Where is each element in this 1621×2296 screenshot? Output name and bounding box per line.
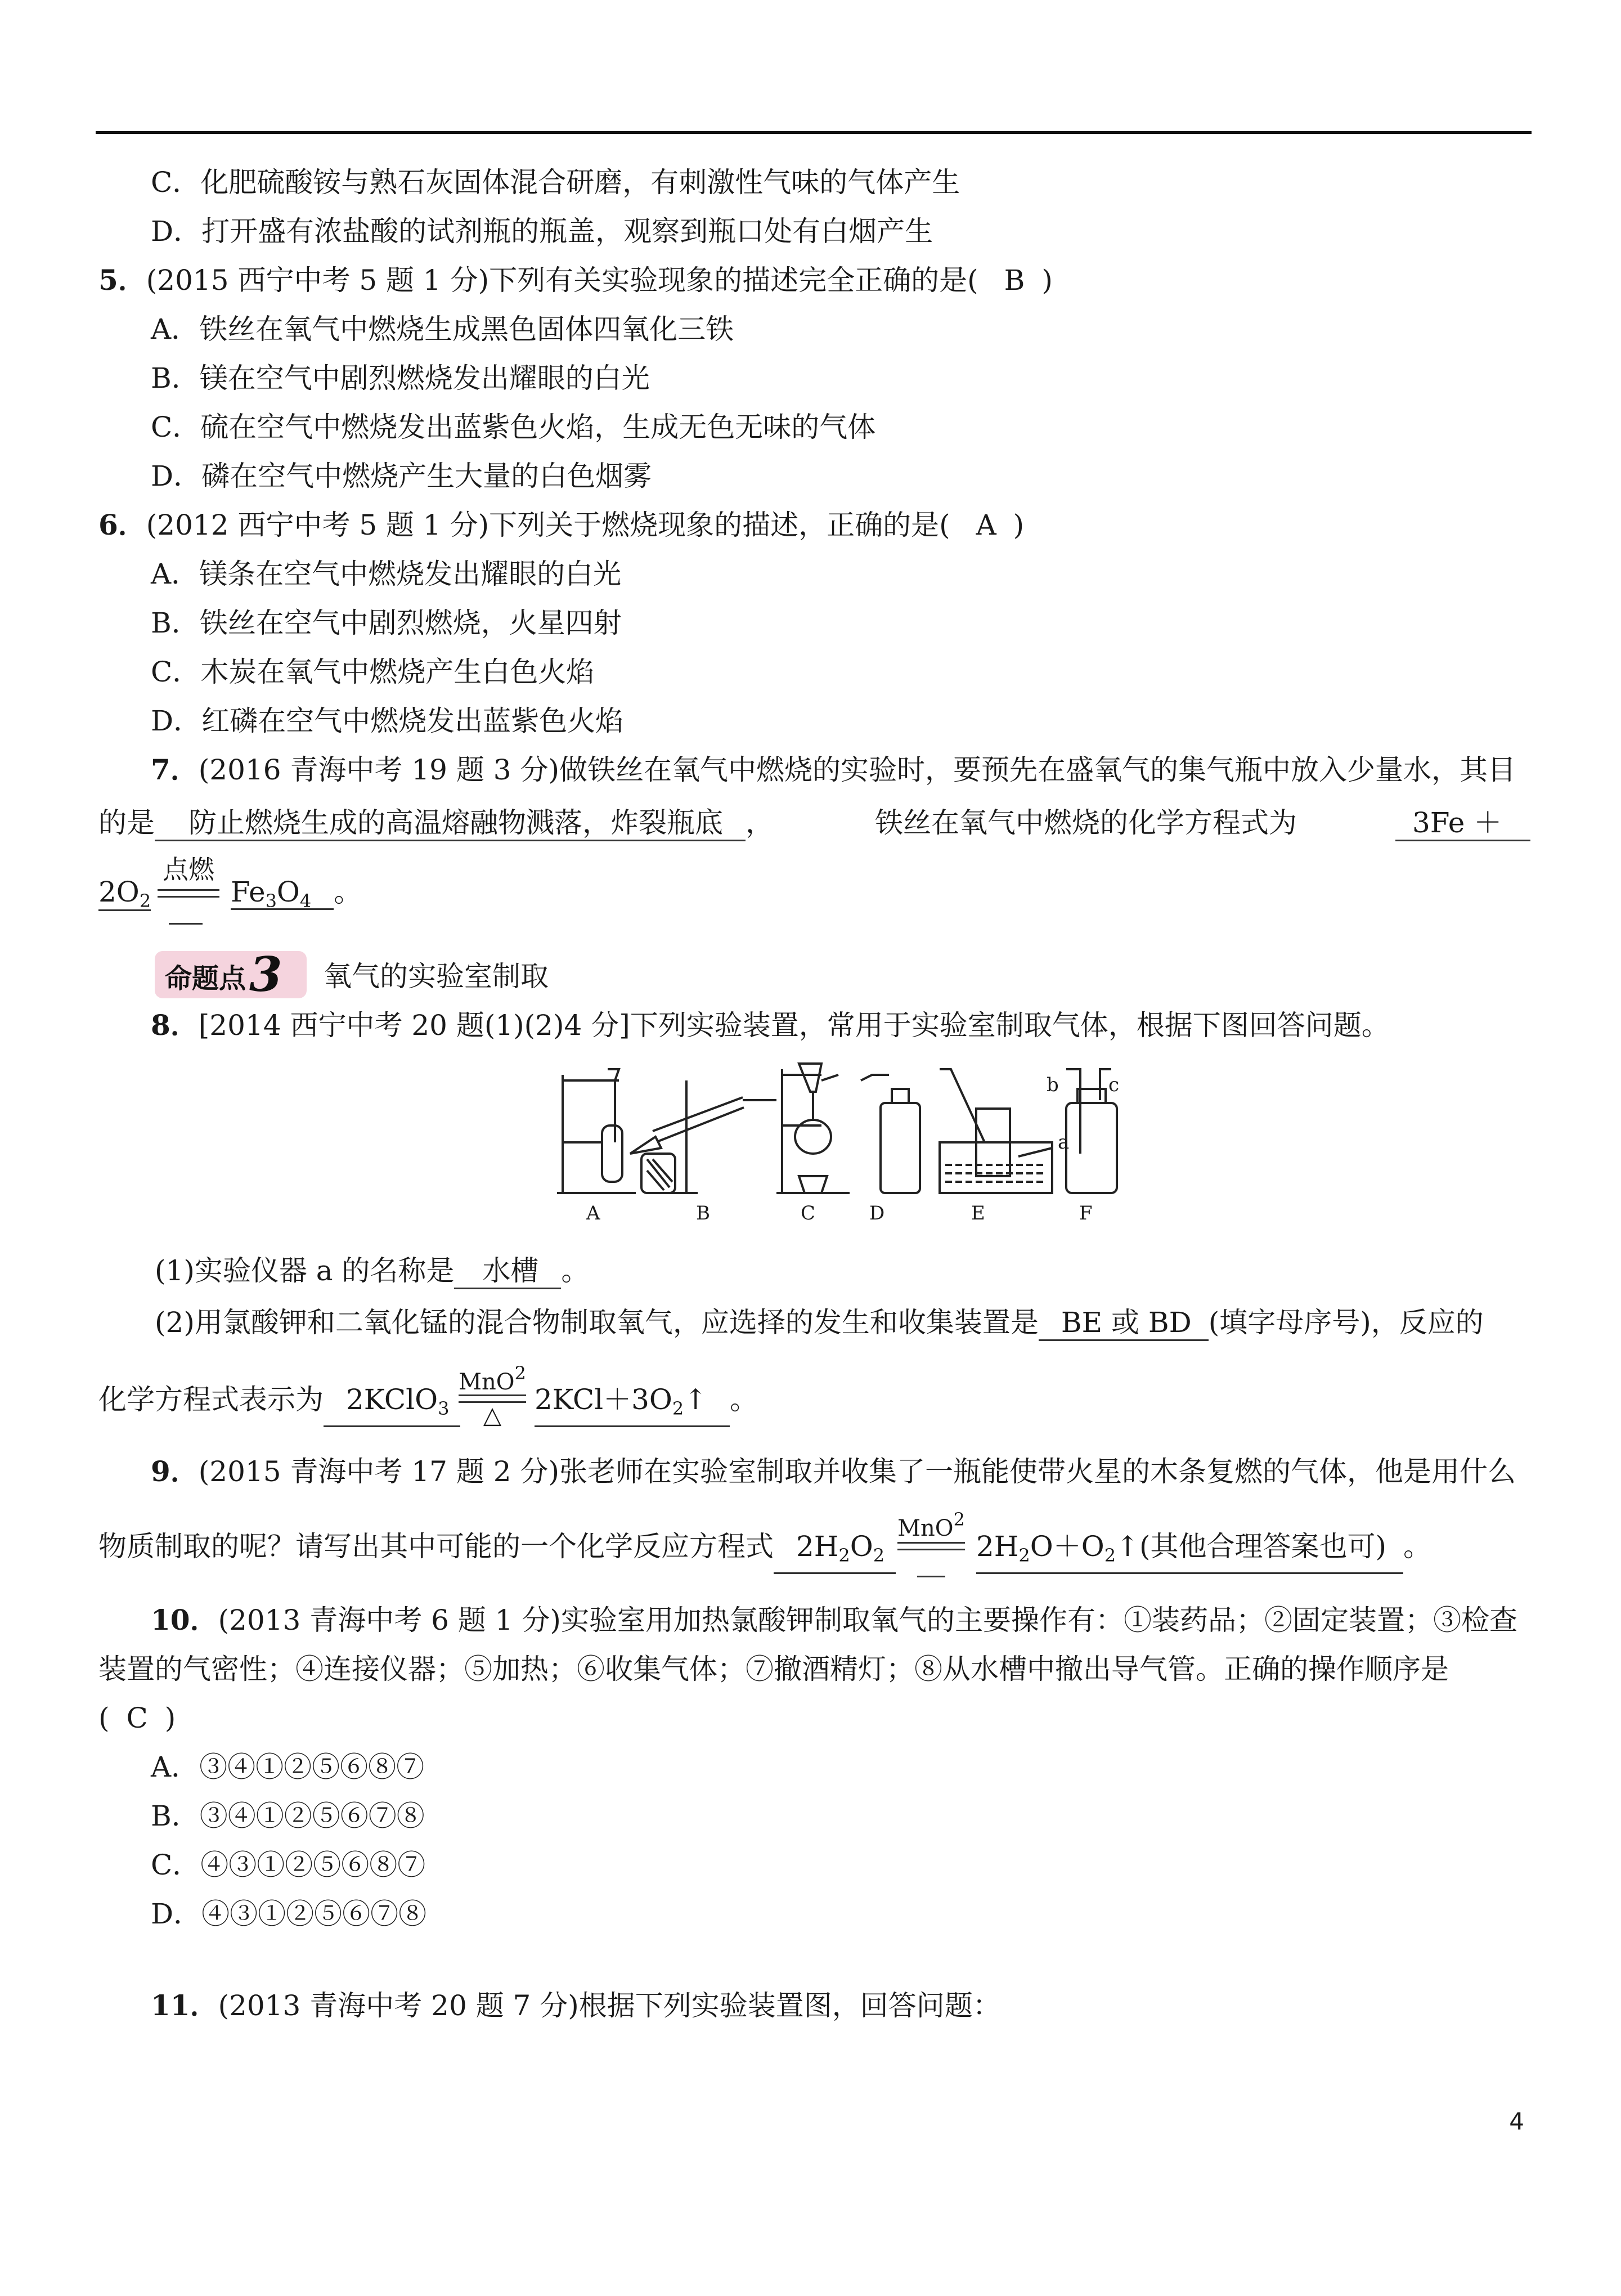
q8-sub3-pre: 化学方程式表示为	[98, 1383, 324, 1416]
figure-label-c: C	[801, 1202, 816, 1225]
q9-eq-right-sub2: 2	[1104, 1545, 1116, 1566]
q7-equation-left	[98, 875, 151, 918]
q6-answer: A	[976, 509, 996, 541]
q7-eq-left: 2O	[98, 876, 140, 908]
q9-eq-note: (其他合理答案也可)	[1139, 1530, 1387, 1563]
figure-label-d: D	[869, 1202, 885, 1225]
q6-close: )	[1013, 509, 1025, 541]
q7-line-2: 的是 防止燃烧生成的高温熔融物溅落，炸裂瓶底 ，	[98, 806, 774, 841]
q9-eq-right-line	[976, 1530, 1431, 1574]
q9-eq-left-sub1: 2	[838, 1545, 850, 1566]
section-title: 氧气的实验室制取	[324, 960, 549, 993]
q8-sub2-end: (填字母序号)，反应的	[1208, 1306, 1484, 1339]
q7-eq-bar-2	[158, 896, 219, 898]
q8-sub1	[155, 1254, 589, 1289]
q8-eq-cond-bottom: △	[483, 1401, 502, 1429]
q6-option-c: C．木炭在氧气中燃烧产生白色火焰	[151, 656, 595, 688]
q7-answer-2a-text: 3Fe ＋	[1395, 806, 1530, 841]
q9-eq-bar-3	[917, 1576, 945, 1577]
figure-label-tube-c: c	[1108, 1074, 1120, 1096]
q7-equation-right	[231, 875, 362, 918]
figure-label-f: F	[1079, 1202, 1093, 1225]
q9-eq-cond-sup: 2	[953, 1509, 965, 1530]
q7-eq-bar-1	[158, 889, 219, 891]
q8-sub1-answer: 水槽	[454, 1254, 561, 1289]
q8-end: 。	[730, 1383, 758, 1416]
q9-line1: (2015 青海中考 17 题 2 分)张老师在实验室制取并收集了一瓶能使带火星的木条复燃的气体，他是用什么	[198, 1455, 1516, 1488]
q7-line-2-mid: 铁丝在氧气中燃烧的化学方程式为	[875, 806, 1297, 839]
q10-number: 10．	[151, 1603, 218, 1636]
q6-option-d: D．红磷在空气中燃烧发出蓝紫色火焰	[151, 705, 624, 737]
q8-sub3	[98, 1383, 460, 1427]
q8-stem: [2014 西宁中考 20 题(1)(2)4 分]下列实验装置，常用于实验室制取气体，根据下图回答问题。	[198, 1009, 1390, 1042]
q7-line-1	[151, 753, 1524, 787]
q8-eq-right: 2KCl＋3O	[535, 1383, 672, 1416]
q8-number: 8．	[151, 1008, 199, 1042]
q7-number: 7．	[151, 753, 199, 786]
q10-answer-line	[98, 1701, 176, 1735]
apparatus-e	[940, 1069, 1052, 1193]
q9-eq-left-sub2: 2	[873, 1545, 885, 1566]
q7-end: 。	[334, 876, 362, 908]
q5-option-c: C．硫在空气中燃烧发出蓝紫色火焰，生成无色无味的气体	[151, 411, 876, 443]
q7-line2-pre: 的是	[98, 806, 155, 839]
apparatus-a	[557, 1069, 636, 1193]
figure-label-e: E	[971, 1202, 985, 1225]
page-number: 4	[1509, 2107, 1524, 2135]
q6-option-b: B．铁丝在空气中剧烈燃烧，火星四射	[151, 607, 622, 639]
section-tag	[155, 947, 307, 1002]
q10-answer: C	[126, 1702, 148, 1734]
q9-line2-pre: 物质制取的呢？请写出其中可能的一个化学反应方程式	[98, 1530, 774, 1563]
section-tag-number: 3	[249, 947, 282, 1002]
q9-eq-bar-2	[897, 1549, 965, 1550]
q8-sub2-answer: BE 或 BD	[1039, 1306, 1209, 1341]
q9-eq-left-mid: O	[850, 1530, 873, 1563]
q7-eq-right: Fe	[231, 876, 266, 908]
q9-line-2	[98, 1530, 896, 1574]
q10-option-c: C．④③①②⑤⑥⑧⑦	[151, 1849, 426, 1881]
q10-option-b: B．③④①②⑤⑥⑦⑧	[151, 1800, 425, 1832]
figure-label-tank-a: a	[1058, 1131, 1070, 1154]
q5-option-d: D．磷在空气中燃烧产生大量的白色烟雾	[151, 460, 652, 492]
q10-line-1	[151, 1603, 1517, 1637]
q4-option-c: C．化肥硫酸铵与熟石灰固体混合研磨，有刺激性气味的气体产生	[151, 166, 960, 199]
q8-eq-arrow: ↑	[684, 1383, 708, 1416]
apparatus-c	[776, 1064, 850, 1193]
q8-apparatus-figure	[557, 1058, 1125, 1232]
q11-number: 11．	[151, 1989, 218, 2022]
q6-stem: (2012 西宁中考 5 题 1 分)下列关于燃烧现象的描述，正确的是(	[146, 509, 950, 541]
q10-close: )	[164, 1702, 176, 1734]
q8-eq-left: 2KClO	[346, 1383, 438, 1416]
q8-eq-bar-1	[459, 1394, 526, 1396]
q5-close: )	[1041, 264, 1053, 297]
q10-option-a: A．③④①②⑤⑥⑧⑦	[151, 1751, 425, 1783]
q7-eq-right-mid: O	[276, 876, 300, 908]
q7-answer-1: 防止燃烧生成的高温熔融物溅落，炸裂瓶底	[188, 806, 723, 839]
q4-option-d: D．打开盛有浓盐酸的试剂瓶的瓶盖，观察到瓶口处有白烟产生	[151, 215, 933, 248]
q8-eq-right-line	[535, 1383, 758, 1427]
q9-eq-cond-top-text: MnO	[897, 1515, 954, 1541]
q7-eq-right-sub1: 3	[265, 890, 277, 912]
q9-number: 9．	[151, 1455, 199, 1488]
q11-stem: (2013 青海中考 20 题 7 分)根据下列实验装置图，回答问题：	[218, 1989, 1001, 2022]
q10-open: (	[98, 1702, 110, 1734]
figure-label-tube-b: b	[1047, 1074, 1059, 1096]
q7-eq-condition: 点燃	[163, 854, 214, 885]
q9-eq-left: 2H	[796, 1530, 839, 1563]
q10-line1: (2013 青海中考 6 题 1 分)实验室用加热氯酸钾制取氧气的主要操作有：①装药品；②固定装置；③检查	[218, 1604, 1517, 1636]
q9-eq-arrow: ↑	[1116, 1530, 1140, 1563]
q10-line-2: 装置的气密性；④连接仪器；⑤加热；⑥收集气体；⑦撤酒精灯；⑧从水槽中撤出导气管。正确的操作顺序是	[98, 1653, 1449, 1685]
apparatus-b	[630, 1080, 776, 1193]
q5-stem: (2015 西宁中考 5 题 1 分)下列有关实验现象的描述完全正确的是(	[146, 264, 978, 297]
q5-option-b: B．镁在空气中剧烈燃烧发出耀眼的白光	[151, 362, 650, 394]
q5-answer: B	[1004, 264, 1025, 297]
q11-stem-line	[151, 1989, 1001, 2023]
header-rule	[96, 131, 1532, 134]
section-tag-text: 命题点	[165, 963, 246, 994]
q8-eq-cond-top-text: MnO	[459, 1369, 515, 1395]
q9-line-1	[151, 1455, 1516, 1488]
q7-eq-bar-3	[169, 923, 203, 925]
q9-eq-right-mid: O＋O	[1030, 1530, 1104, 1563]
q8-eq-cond-sup: 2	[514, 1362, 526, 1384]
q9-eq-right-sub: 2	[1018, 1545, 1030, 1566]
apparatus-d	[861, 1075, 920, 1193]
q5-option-a: A．铁丝在氧气中燃烧生成黑色固体四氧化三铁	[151, 313, 734, 346]
q8-eq-left-sub: 3	[438, 1398, 450, 1419]
q5-stem-line	[98, 263, 1053, 297]
q8-stem-line	[151, 1008, 1390, 1042]
q9-eq-bar-1	[897, 1542, 965, 1544]
q6-option-a: A．镁条在空气中燃烧发出耀眼的白光	[151, 558, 622, 590]
figure-label-b: B	[696, 1202, 710, 1225]
q7-eq-left-sub: 2	[139, 890, 151, 912]
q7-answer-2a	[1395, 806, 1530, 841]
q8-sub2-pre: (2)用氯酸钾和二氧化锰的混合物制取氧气，应选择的发生和收集装置是	[155, 1306, 1039, 1339]
q10-option-d: D．④③①②⑤⑥⑦⑧	[151, 1898, 427, 1930]
q8-eq-cond-top	[459, 1359, 526, 1396]
q6-number: 6．	[98, 508, 146, 541]
q7-eq-right-sub2: 4	[299, 890, 312, 912]
figure-label-a: A	[586, 1202, 600, 1225]
q9-eq-cond-top	[897, 1505, 965, 1542]
q7-line1: (2016 青海中考 19 题 3 分)做铁丝在氧气中燃烧的实验时，要预先在盛氧气的集气瓶中放入少量水，其目	[198, 754, 1516, 786]
q6-stem-line	[98, 508, 1024, 542]
q8-eq-right-sub: 2	[672, 1398, 684, 1419]
q8-sub1-end: 。	[561, 1254, 590, 1287]
q5-number: 5．	[98, 263, 146, 297]
q9-end: 。	[1403, 1530, 1432, 1563]
q9-eq-right: 2H	[976, 1530, 1019, 1563]
q8-sub1-pre: (1)实验仪器 a 的名称是	[155, 1254, 455, 1287]
q8-sub2	[155, 1306, 1484, 1341]
